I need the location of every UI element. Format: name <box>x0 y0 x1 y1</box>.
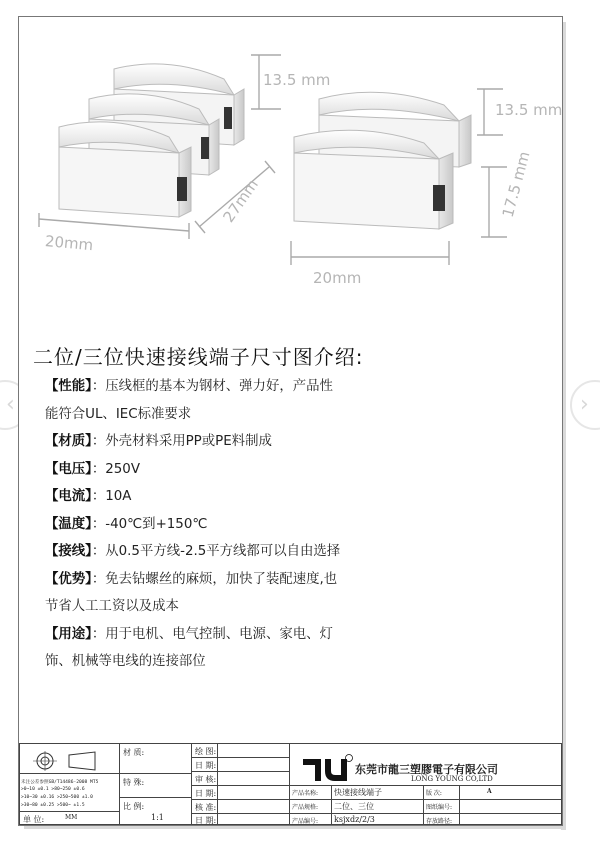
product-code: ksjxdz/2/3 <box>334 815 375 824</box>
dim-left-height: 13.5 mm <box>263 71 331 89</box>
chevron-left-icon: ‹ <box>6 392 15 417</box>
chevron-right-icon: › <box>580 392 589 417</box>
spec-value: 节省人工工资以及成本 <box>45 599 179 614</box>
spec-key: 【性能】 <box>45 379 92 394</box>
dim-left-depth: 27mm <box>219 175 262 226</box>
spec-line <box>45 428 435 456</box>
dim-left-width: 20mm <box>44 232 94 255</box>
company-name-en: LONG YOUNG CO,LTD <box>411 775 493 783</box>
spec-key: 【材质】 <box>45 434 92 449</box>
product-dimension-photo <box>19 17 562 315</box>
next-page-arrow[interactable] <box>570 380 600 430</box>
product-spec-label: 产品规格: <box>292 804 319 811</box>
page-heading: 二位/三位快速接线端子尺寸图介绍: <box>33 345 364 369</box>
spec-line <box>45 401 435 429</box>
spec-line <box>45 538 435 566</box>
spec-key: 【接线】 <box>45 544 92 559</box>
tolerance-row: >0~10 ±0.1 >80~250 ±0.6 <box>21 787 85 792</box>
company-logo <box>301 753 353 783</box>
spec-value: ：用于电机、电气控制、电源、家电、灯 <box>91 626 333 642</box>
spec-key: 【用途】 <box>45 626 92 642</box>
spec-value: ：-40℃到+150℃ <box>91 516 208 532</box>
draw-label: 绘 图: <box>195 747 217 756</box>
product-name: 快速接线端子 <box>334 788 382 797</box>
spec-value: ：250V <box>91 461 140 477</box>
date-label: 日 期: <box>195 816 217 825</box>
spec-line <box>45 648 435 676</box>
dim-right-body-height: 17.5 mm <box>498 149 534 220</box>
tolerance-row: >10~30 ±0.16 >250~500 ±1.0 <box>21 795 93 800</box>
spec-value: ：免去钻螺丝的麻烦，加快了装配速度,也 <box>91 571 338 587</box>
spec-key: 【电压】 <box>45 461 92 477</box>
version-label: 版 次: <box>426 790 442 797</box>
spec-key: 【优势】 <box>45 571 92 587</box>
date-label: 日 期: <box>195 789 217 798</box>
special-label: 特 殊: <box>123 778 145 787</box>
spec-value: 能符合UL、IEC标准要求 <box>45 406 192 422</box>
storage-path-label: 存放路径: <box>426 818 453 825</box>
version-value: A <box>487 788 492 795</box>
company-name-cn: 东莞市龍三塑膠電子有限公司 <box>355 763 498 776</box>
date-label: 日 期: <box>195 761 217 770</box>
scale-label: 比 例: <box>123 802 145 811</box>
document-page <box>18 16 563 826</box>
review-label: 审 核: <box>195 775 217 784</box>
three-position-connector <box>59 64 244 217</box>
two-position-connector <box>294 92 471 229</box>
spec-line <box>45 511 435 539</box>
drawing-title-block <box>19 743 562 825</box>
spec-line <box>45 483 435 511</box>
unit-label: 单 位: <box>23 815 45 824</box>
unit-value: MM <box>65 814 78 821</box>
approve-label: 核 准: <box>195 803 217 812</box>
spec-line <box>45 456 435 484</box>
spec-line <box>45 566 435 594</box>
spec-line <box>45 373 435 401</box>
tolerance-title: 未注公差参照GB/T14486-2008 MT5 <box>21 780 99 785</box>
product-spec: 二位、三位 <box>334 802 374 811</box>
spec-list <box>45 373 435 676</box>
scale-value: 1:1 <box>151 813 164 822</box>
spec-key: 【温度】 <box>45 516 92 532</box>
spec-value: ：从0.5平方线-2.5平方线都可以自由选择 <box>91 544 341 559</box>
spec-value: ：压线框的基本为钢材、弹力好，产品性 <box>91 379 333 394</box>
projection-symbol-icon <box>33 751 105 771</box>
spec-value: 饰、机械等电线的连接部位 <box>45 654 206 669</box>
material-label: 材 质: <box>123 748 145 757</box>
dim-right-top-height: 13.5 mm <box>495 101 562 119</box>
spec-value: ：10A <box>91 489 132 504</box>
product-name-label: 产品名称: <box>292 790 319 797</box>
spec-line <box>45 621 435 649</box>
tolerance-row: >30~80 ±0.25 >500~ ±1.5 <box>21 803 85 808</box>
spec-key: 【电流】 <box>45 489 92 504</box>
dim-right-width: 20mm <box>313 269 362 287</box>
spec-line <box>45 593 435 621</box>
spec-value: ：外壳材料采用PP或PE料制成 <box>91 434 272 449</box>
drawing-no-label: 图纸编号: <box>426 804 453 811</box>
product-code-label: 产品编号: <box>292 818 319 825</box>
